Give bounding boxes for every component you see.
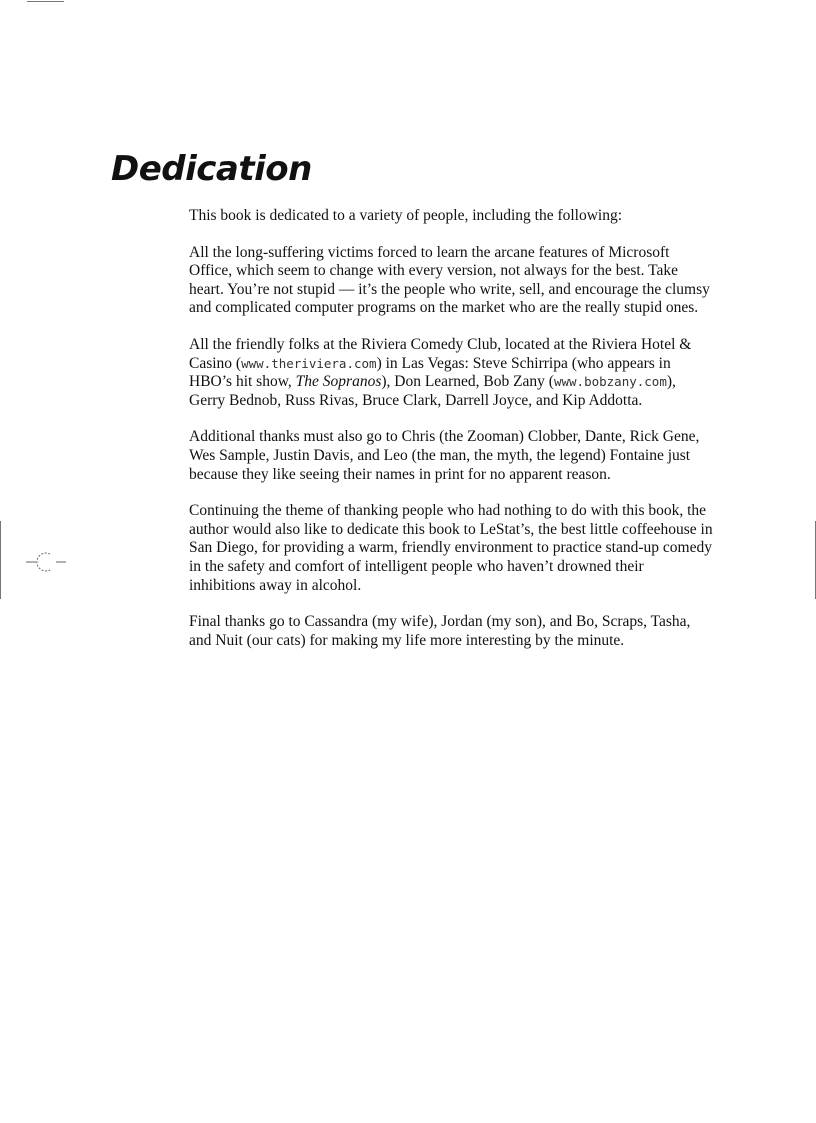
paragraph-riviera-comedy-club — [189, 336, 713, 410]
page-title: Dedication — [111, 149, 312, 189]
text-segment: All the friendly folks at the Riviera Comedy Club, located at the Riviera Hotel & Casino ( — [189, 335, 692, 372]
url-theriviera: www.theriviera.com — [241, 355, 377, 371]
paragraph-lestats: Continuing the theme of thanking people who had nothing to do with this book, the author would also like to dedicate this book to LeStat’s, the best little coffeehouse in San Diego, for providing a warm, friendly environment to practice stand-up comedy in the safety and comfort of intelligent people who haven’t drowned their inhibitions away in alcohol. — [189, 502, 713, 594]
registration-mark-icon — [24, 550, 68, 574]
text-segment: ), Gerry Bednob, Russ Rivas, Bruce Clark, Darrell Joyce, and Kip Addotta. — [189, 373, 676, 409]
paragraph-final-thanks: Final thanks go to Cassandra (my wife), Jordan (my son), and Bo, Scraps, Tasha, and Nuit (our cats) for making my life more interesting by the minute. — [189, 613, 691, 649]
edge-mark-left — [0, 521, 1, 599]
paragraph-intro: This book is dedicated to a variety of people, including the following: — [189, 207, 623, 224]
text-segment: ) in Las Vegas: Steve Schirripa (who appears in HBO’s hit show, — [189, 354, 671, 391]
dedication-body — [189, 207, 713, 668]
paragraph-additional-thanks: Additional thanks must also go to Chris (the Zooman) Clobber, Dante, Rick Gene, Wes Sample, Justin Davis, and Leo (the man, the myth, the legend) Fontaine just because they like seeing their names in print for no apparent reason. — [189, 428, 700, 483]
crop-line-top — [27, 1, 64, 2]
text-segment: ), Don Learned, Bob Zany ( — [381, 373, 554, 391]
show-title: The Sopranos — [295, 373, 382, 391]
paragraph-office-victims: All the long-suffering victims forced to learn the arcane features of Microsoft Office, which seem to change with every version, not always for the best. Take heart. You’re not stupid — it’s the people who write, sell, and encourage the clumsy and complicated computer programs on the market who are the really stupid ones. — [189, 243, 710, 317]
url-bobzany: www.bobzany.com — [553, 374, 667, 390]
